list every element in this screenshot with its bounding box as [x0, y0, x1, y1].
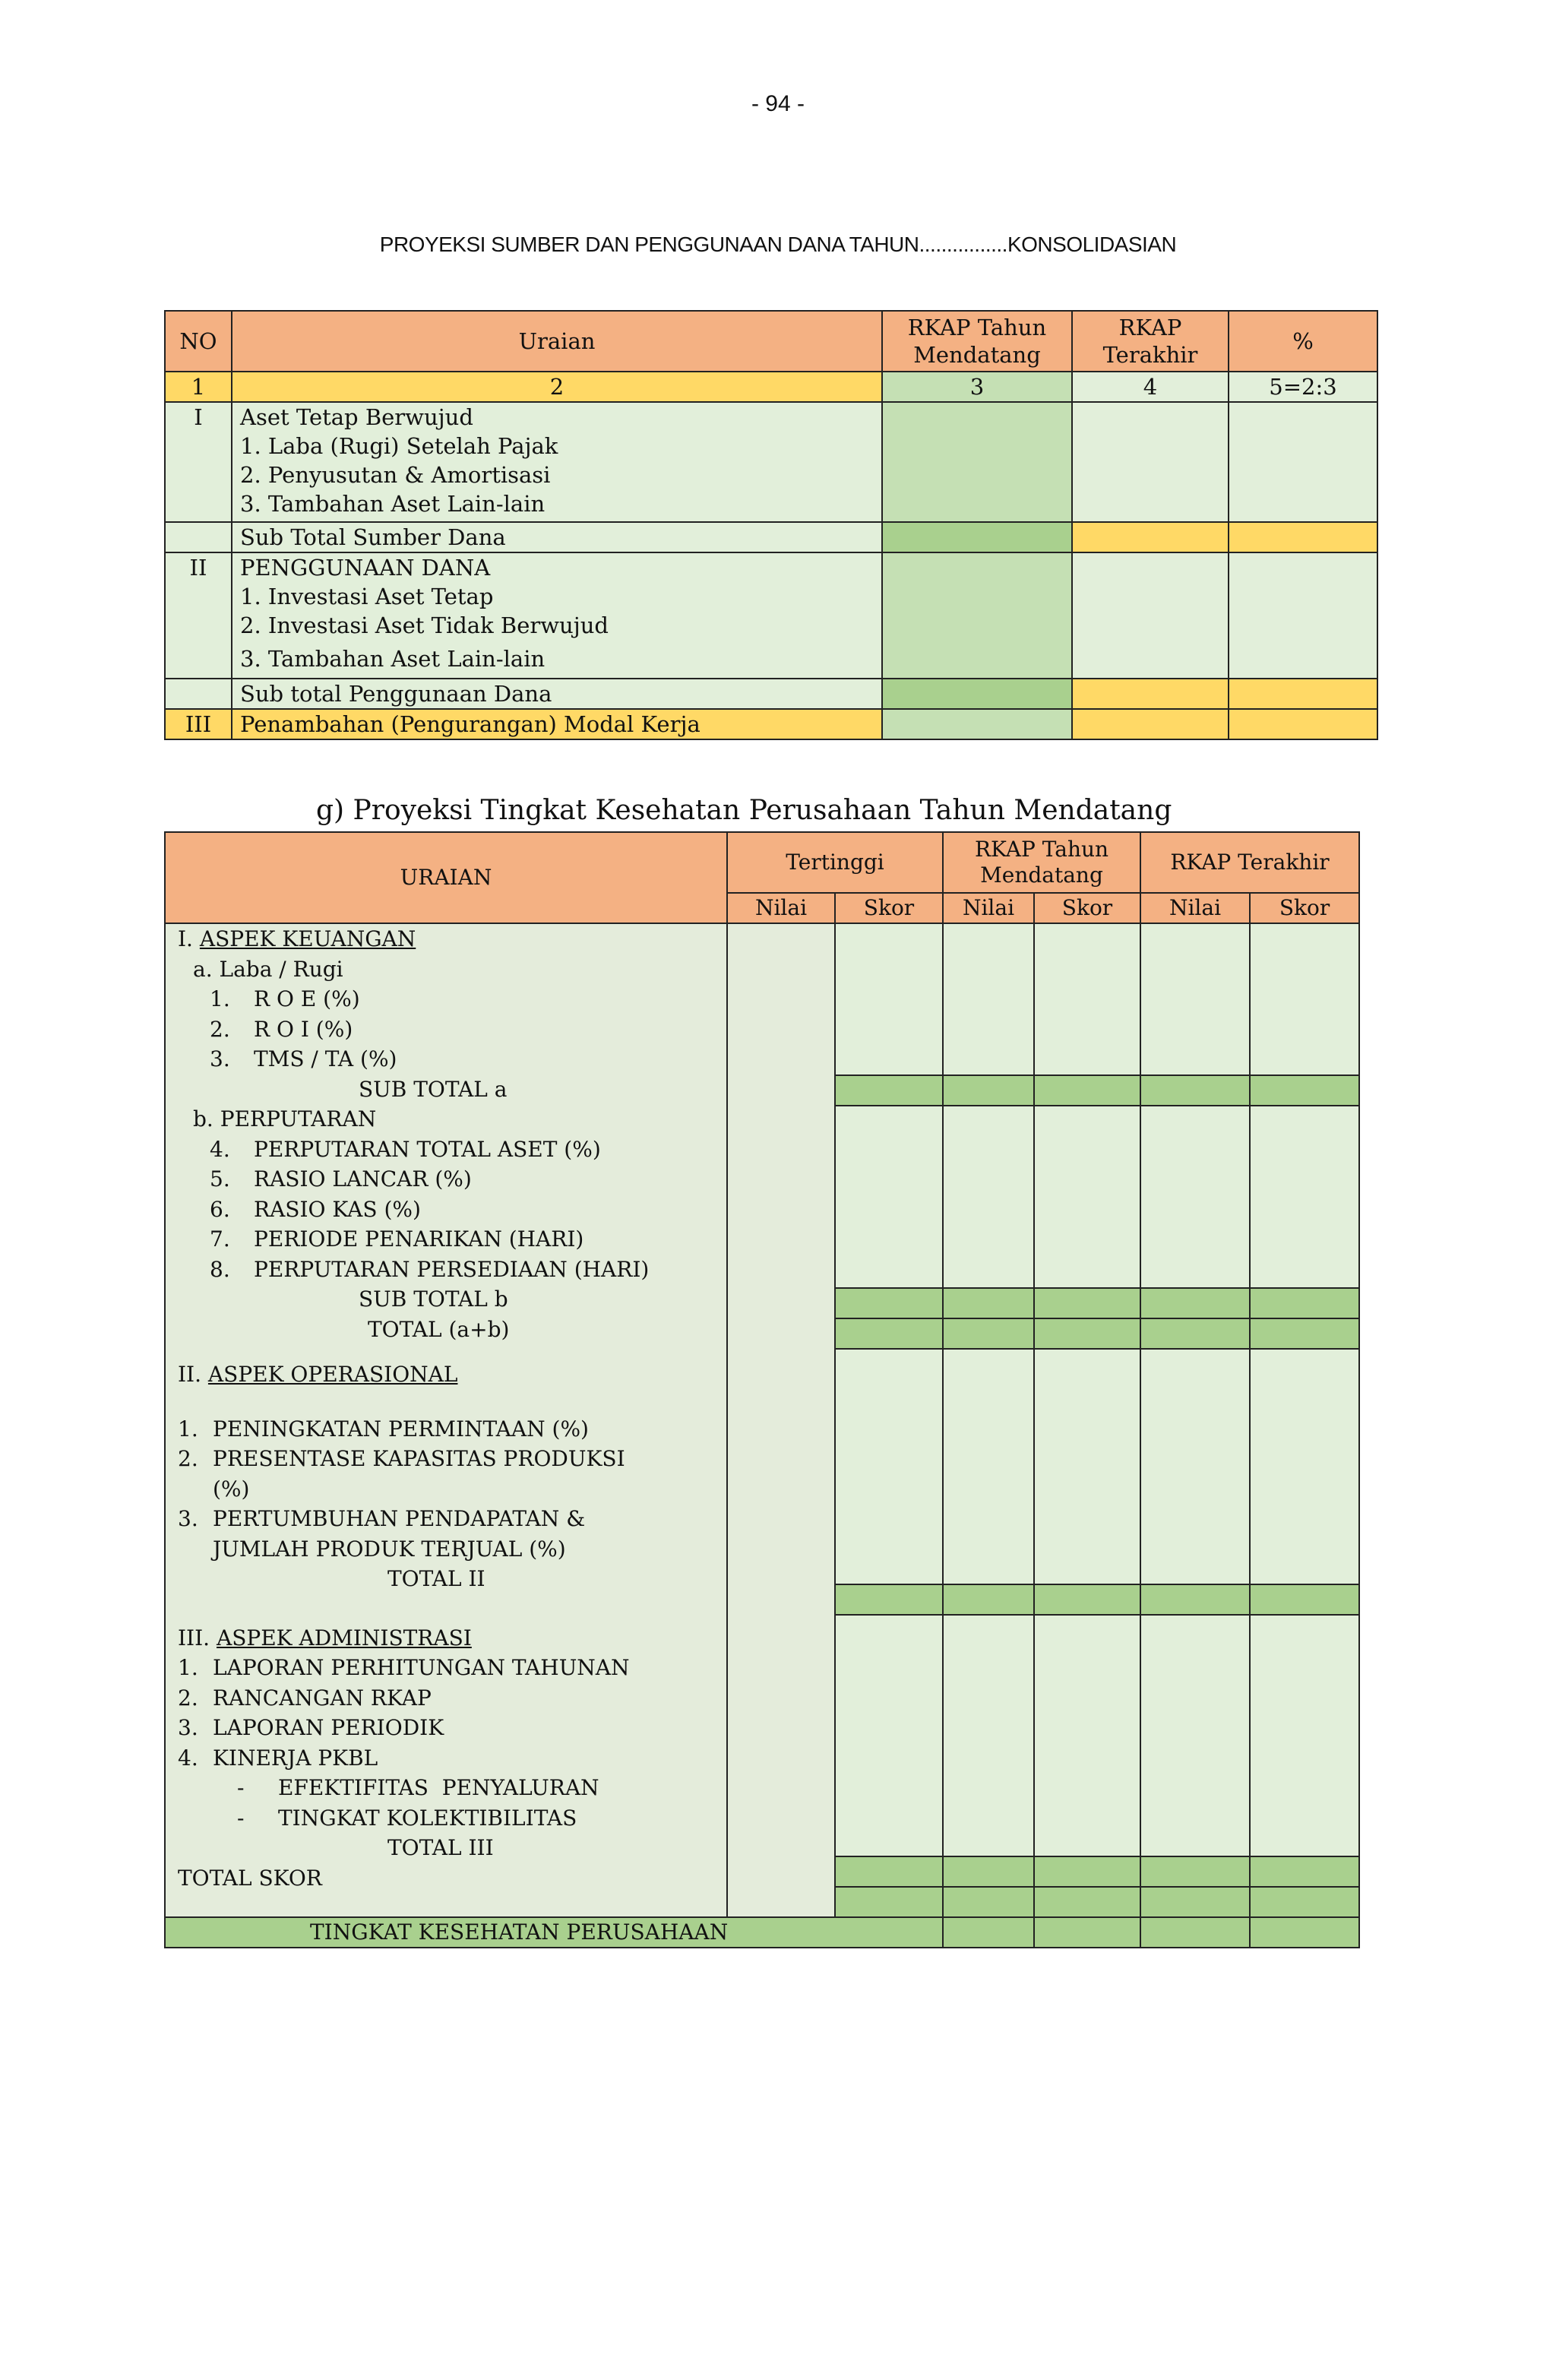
value-cell [1034, 1917, 1140, 1948]
value-cell [835, 1106, 943, 1288]
header-uraian: URAIAN [165, 832, 727, 923]
table-row [165, 923, 1359, 1075]
list-item: 3. TMS / TA (%) [210, 1046, 397, 1071]
row-number [165, 522, 232, 552]
value-cell [1140, 1075, 1250, 1106]
header-rkap-tahun-mendatang [882, 311, 1072, 372]
value-cell [943, 1288, 1034, 1318]
value-cell [1072, 679, 1229, 709]
value-cell [882, 522, 1072, 552]
column-number-row [165, 372, 1377, 402]
value-cell [943, 1584, 1034, 1615]
table-header-row [165, 311, 1377, 372]
value-cell [1034, 1318, 1140, 1349]
list-item: - TINGKAT KOLEKTIBILITAS [237, 1805, 577, 1831]
header-rkap-terakhir [1072, 311, 1229, 372]
list-item: 6. RASIO KAS (%) [210, 1196, 421, 1222]
header-no: NO [165, 311, 232, 372]
value-cell [1140, 1288, 1250, 1318]
list-item: 2. Investasi Aset Tidak Berwujud [240, 612, 609, 638]
row-number: I [165, 402, 232, 522]
value-cell [1140, 1349, 1250, 1584]
value-cell [1140, 1584, 1250, 1615]
aspek-operasional-title: II. ASPEK OPERASIONAL [178, 1362, 458, 1387]
list-item: 3. LAPORAN PERIODIK [178, 1715, 444, 1740]
subtotal-row [165, 522, 1377, 552]
value-cell [1140, 1615, 1250, 1856]
value-cell [1034, 1887, 1140, 1917]
value-cell [1229, 552, 1377, 679]
value-cell [1034, 1856, 1140, 1887]
value-cell [943, 1075, 1034, 1106]
header-nilai: Nilai [1140, 893, 1250, 923]
value-cell [943, 1318, 1034, 1349]
list-item: 1. R O E (%) [210, 986, 360, 1011]
list-item: 1. LAPORAN PERHITUNGAN TAHUNAN [178, 1655, 630, 1680]
value-cell [943, 1615, 1034, 1856]
header-skor: Skor [1250, 893, 1359, 923]
list-item: 2. PRESENTASE KAPASITAS PRODUKSI [178, 1446, 625, 1471]
value-cell [1140, 1106, 1250, 1288]
value-cell [1034, 1349, 1140, 1584]
total-label: TOTAL (a+b) [368, 1316, 510, 1342]
value-cell [1034, 1288, 1140, 1318]
total-label: TOTAL III [387, 1835, 494, 1860]
value-cell [1140, 1917, 1250, 1948]
list-item: 1. PENINGKATAN PERMINTAAN (%) [178, 1416, 589, 1442]
value-cell [1229, 679, 1377, 709]
value-cell [1250, 1584, 1359, 1615]
header-rkap-tahun-mendatang [943, 832, 1140, 893]
value-cell [835, 1349, 943, 1584]
value-cell [1140, 1318, 1250, 1349]
subtotal-label: SUB TOTAL b [359, 1287, 508, 1312]
section-sumber-dana [232, 402, 882, 522]
table-row [165, 402, 1377, 522]
list-item: 3. PERTUMBUHAN PENDAPATAN & [178, 1506, 586, 1531]
value-cell [1072, 552, 1229, 679]
value-cell [1250, 1349, 1359, 1584]
table-header-row [165, 832, 1359, 893]
value-cell [835, 1856, 943, 1887]
value-cell [943, 923, 1034, 1075]
value-cell [1072, 402, 1229, 522]
value-cell [1072, 709, 1229, 739]
list-item: 2. R O I (%) [210, 1016, 353, 1042]
row-number: III [165, 709, 232, 739]
value-cell [1140, 923, 1250, 1075]
table-row [165, 709, 1377, 739]
header-rkap-tahun-line2: Mendatang [913, 342, 1041, 368]
tingkat-kesehatan-row [165, 1917, 1359, 1948]
document-title: PROYEKSI SUMBER DAN PENGGUNAAN DANA TAHUN................KONSOLIDASIAN [379, 233, 1177, 256]
sources-uses-table [164, 310, 1378, 740]
value-cell [943, 1887, 1034, 1917]
subtotal-label: Sub Total Sumber Dana [232, 522, 882, 552]
list-item: 3. Tambahan Aset Lain-lain [240, 646, 546, 672]
table-row [165, 552, 1377, 679]
value-cell [882, 402, 1072, 522]
header-uraian: Uraian [232, 311, 882, 372]
value-cell [1034, 1075, 1140, 1106]
value-cell [1250, 923, 1359, 1075]
subtotal-label: SUB TOTAL a [359, 1076, 508, 1102]
value-cell [1034, 1584, 1140, 1615]
total-skor-label: TOTAL SKOR [178, 1865, 322, 1891]
header-rkap-terakhir-line2: Terakhir [1102, 342, 1198, 368]
value-cell [943, 1106, 1034, 1288]
col-number-3: 3 [882, 372, 1072, 402]
list-item: - EFEKTIFITAS PENYALURAN [237, 1775, 599, 1800]
value-cell [1229, 402, 1377, 522]
list-item: 1. Laba (Rugi) Setelah Pajak [240, 433, 558, 459]
value-cell [1250, 1318, 1359, 1349]
aspek-administrasi-title: III. ASPEK ADMINISTRASI [178, 1625, 472, 1650]
list-item: JUMLAH PRODUK TERJUAL (%) [213, 1536, 566, 1562]
value-cell [943, 1917, 1034, 1948]
value-cell [1034, 1106, 1140, 1288]
value-cell [1250, 1615, 1359, 1856]
value-cell [1250, 1106, 1359, 1288]
list-item: 7. PERIODE PENARIKAN (HARI) [210, 1226, 584, 1252]
header-nilai: Nilai [943, 893, 1034, 923]
value-cell [1250, 1288, 1359, 1318]
section-title: Aset Tetap Berwujud [240, 404, 473, 430]
list-item: 1. Investasi Aset Tetap [240, 584, 494, 609]
value-cell [1250, 1887, 1359, 1917]
aspek-keuangan-title: I. ASPEK KEUANGAN [178, 926, 416, 951]
list-item: 4. PERPUTARAN TOTAL ASET (%) [210, 1136, 601, 1162]
header-rkap-tahun-line1: RKAP Tahun [974, 837, 1109, 862]
list-item: 2. RANCANGAN RKAP [178, 1685, 432, 1711]
sub-b-label: b. PERPUTARAN [193, 1106, 377, 1131]
header-rkap-tahun-line1: RKAP Tahun [907, 315, 1047, 340]
subtotal-label: Sub total Penggunaan Dana [232, 679, 882, 709]
value-cell [1229, 522, 1377, 552]
section-title: PENGGUNAAN DANA [240, 555, 491, 581]
col-number-1: 1 [165, 372, 232, 402]
list-item: 2. Penyusutan & Amortisasi [240, 462, 551, 488]
value-cell [835, 1584, 943, 1615]
col-number-4: 4 [1072, 372, 1229, 402]
value-cell [835, 1075, 943, 1106]
value-cell [1140, 1856, 1250, 1887]
header-skor: Skor [1034, 893, 1140, 923]
health-projection-table [164, 831, 1360, 1948]
header-percent: % [1229, 311, 1377, 372]
row-number [165, 679, 232, 709]
list-item: 8. PERPUTARAN PERSEDIAAN (HARI) [210, 1256, 650, 1282]
header-skor: Skor [835, 893, 943, 923]
value-cell [882, 679, 1072, 709]
value-cell [835, 1318, 943, 1349]
value-cell [835, 1615, 943, 1856]
header-tertinggi: Tertinggi [727, 832, 943, 893]
value-cell [835, 1887, 943, 1917]
sub-a-label: a. Laba / Rugi [193, 956, 343, 982]
header-nilai: Nilai [727, 893, 835, 923]
col-number-2: 2 [232, 372, 882, 402]
value-cell [1034, 923, 1140, 1075]
value-cell [1250, 1917, 1359, 1948]
row-number: II [165, 552, 232, 679]
list-item: 4. KINERJA PKBL [178, 1745, 378, 1771]
subtotal-row [165, 679, 1377, 709]
tingkat-kesehatan-label: TINGKAT KESEHATAN PERUSAHAAN [165, 1917, 943, 1948]
section-penggunaan-dana [232, 552, 882, 679]
value-cell [1250, 1856, 1359, 1887]
list-item: 5. RASIO LANCAR (%) [210, 1166, 472, 1192]
value-cell [943, 1856, 1034, 1887]
list-item: 3. Tambahan Aset Lain-lain [240, 491, 546, 517]
uraian-cell [165, 923, 727, 1917]
value-cell [882, 552, 1072, 679]
value-cell [835, 1288, 943, 1318]
value-cell [1250, 1075, 1359, 1106]
list-item: (%) [213, 1476, 250, 1502]
header-rkap-terakhir: RKAP Terakhir [1140, 832, 1359, 893]
value-cell [943, 1349, 1034, 1584]
section-g-title: g) Proyeksi Tingkat Kesehatan Perusahaan Tahun Mendatang [316, 795, 1172, 826]
col-number-5: 5=2:3 [1229, 372, 1377, 402]
total-label: TOTAL II [387, 1566, 485, 1591]
header-rkap-terakhir-line1: RKAP [1118, 315, 1182, 340]
tertinggi-nilai-cell [727, 923, 835, 1917]
value-cell [882, 709, 1072, 739]
modal-kerja-label: Penambahan (Pengurangan) Modal Kerja [232, 709, 882, 739]
value-cell [1140, 1887, 1250, 1917]
value-cell [835, 923, 943, 1075]
value-cell [1229, 709, 1377, 739]
page-number: - 94 - [751, 91, 805, 116]
value-cell [1072, 522, 1229, 552]
value-cell [1034, 1615, 1140, 1856]
header-rkap-tahun-line2: Mendatang [980, 862, 1103, 888]
